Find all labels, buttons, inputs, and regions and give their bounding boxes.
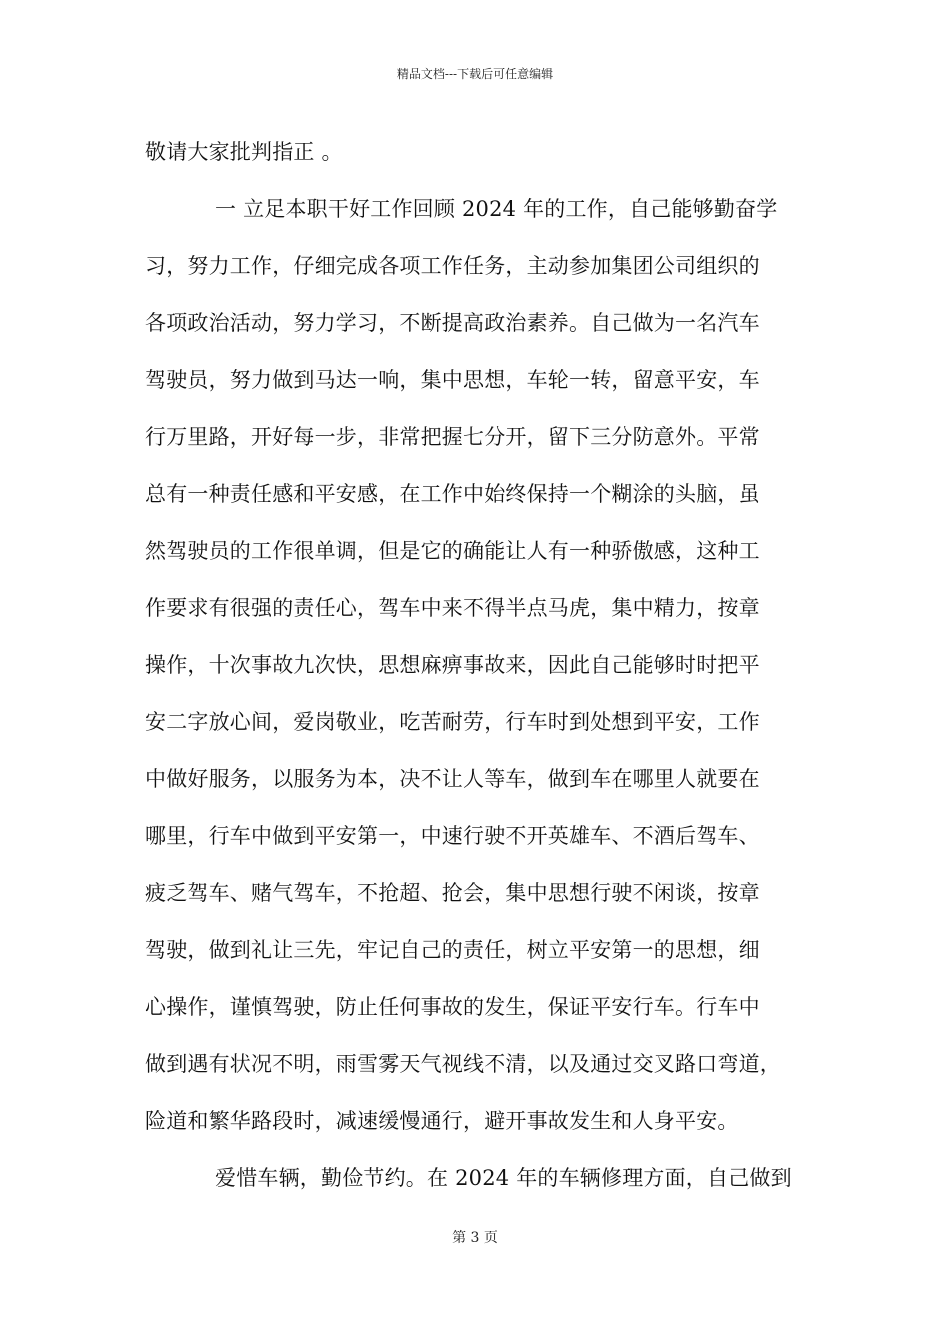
text-line: 险道和繁华路段时，减速缓慢通行，避开事故发生和人身平安。 xyxy=(145,1109,739,1133)
page-number: 第 3 页 xyxy=(452,1230,498,1246)
text-line: 中做好服务，以服务为本，决不让人等车，做到车在哪里人就要在 xyxy=(145,767,760,791)
text-line: 驾驶员，努力做到马达一响，集中思想，车轮一转，留意平安，车 xyxy=(145,368,760,392)
text-line: 作要求有很强的责任心，驾车中来不得半点马虎，集中精力，按章 xyxy=(145,596,760,620)
text-line: 敬请大家批判指正 。 xyxy=(145,140,343,164)
paragraph-first-line: 一 立足本职干好工作回顾 2024 年的工作，自己能够勤奋学 xyxy=(215,197,778,221)
text-line: 做到遇有状况不明，雨雪雾天气视线不清，以及通过交叉路口弯道， xyxy=(145,1052,781,1076)
text-line: 操作，十次事故九次快，思想麻痹事故来，因此自己能够时时把平 xyxy=(145,653,760,677)
text-line: 心操作，谨慎驾驶，防止任何事故的发生，保证平安行车。行车中 xyxy=(145,995,760,1019)
page-header: 精品文档---下载后可任意编辑 xyxy=(396,67,554,81)
text-line: 习，努力工作，仔细完成各项工作任务，主动参加集团公司组织的 xyxy=(145,254,760,278)
text-line: 然驾驶员的工作很单调，但是它的确能让人有一种骄傲感，这种工 xyxy=(145,539,760,563)
text-line: 各项政治活动，努力学习，不断提高政治素养。自己做为一名汽车 xyxy=(145,311,760,335)
text-line: 哪里，行车中做到平安第一，中速行驶不开英雄车、不酒后驾车、 xyxy=(145,824,760,848)
text-line: 疲乏驾车、赌气驾车，不抢超、抢会，集中思想行驶不闲谈，按章 xyxy=(145,881,760,905)
paragraph-first-line: 爱惜车辆，勤俭节约。在 2024 年的车辆修理方面，自己做到 xyxy=(215,1166,792,1190)
text-line: 总有一种责任感和平安感，在工作中始终保持一个糊涂的头脑，虽 xyxy=(145,482,760,506)
text-line: 安二字放心间，爱岗敬业，吃苦耐劳，行车时到处想到平安，工作 xyxy=(145,710,760,734)
text-line: 驾驶，做到礼让三先，牢记自己的责任，树立平安第一的思想，细 xyxy=(145,938,760,962)
text-line: 行万里路，开好每一步，非常把握七分开，留下三分防意外。平常 xyxy=(145,425,760,449)
